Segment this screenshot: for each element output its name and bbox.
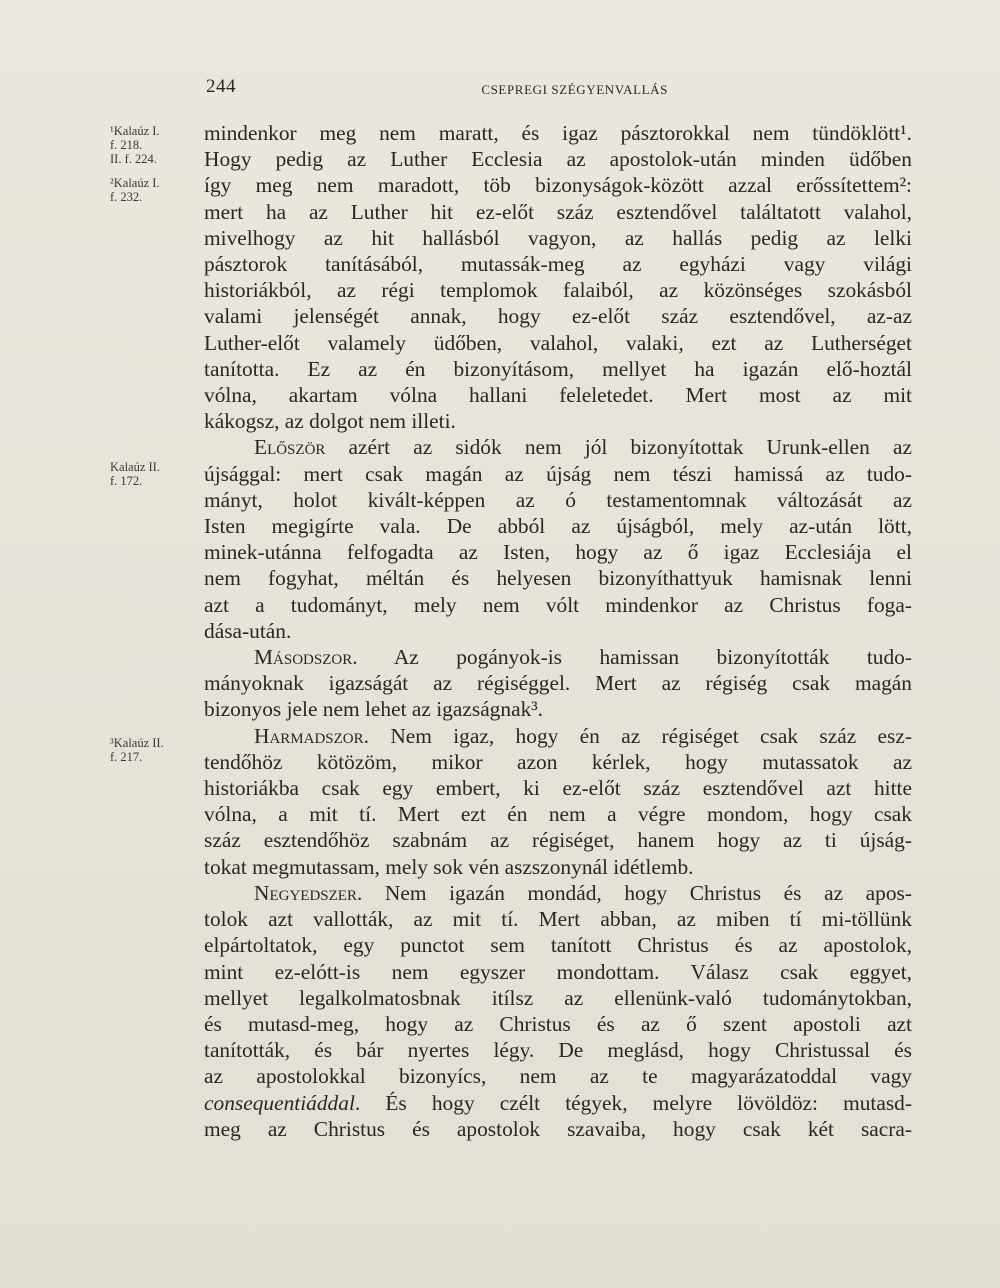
text-line: tendőhöz kötözöm, mikor azon kérlek, hogy mutassatok az: [204, 749, 912, 774]
margin-note: [110, 124, 196, 166]
margin-note-text: ²Kalaúz I. f. 232.: [110, 176, 160, 204]
text-line: vólna, akartam vólna hallani feleletedet. Mert most az mit: [204, 383, 912, 408]
text-line: consequentiáddal. És hogy czélt tégyek, melyre lövöldöz: mutasd-: [204, 1090, 912, 1115]
text-line: pásztorok tanításából, mutassák-meg az egyházi vagy világi: [204, 252, 912, 277]
italic-term: consequentiáddal: [204, 1090, 355, 1115]
margin-note-text: ³Kalaúz II. f. 217.: [110, 736, 164, 764]
margin-note: [110, 736, 196, 764]
text-line: azt a tudományt, mely nem vólt mindenkor az Christus foga-: [204, 592, 912, 617]
text-line: mányoknak igazságát az régiséggel. Mert az régiség csak magán: [204, 671, 912, 696]
paragraph-lead: Másodszor.: [254, 645, 358, 670]
paragraph: [204, 120, 912, 434]
text-line: dása-után.: [204, 618, 292, 643]
text-line: újsággal: mert csak magán az újság nem tészi hamissá az tudo-: [204, 461, 912, 486]
text-line: tolok azt vallották, az mit tí. Mert abban, az miben tí mi-töllünk: [204, 907, 912, 932]
text-line: kákogsz, az dolgot nem illeti.: [204, 409, 456, 434]
text-line: Másodszor. Az pogányok-is hamissan bizonyították tudo-: [254, 645, 912, 670]
text-line: bizonyos jele nem lehet az igazságnak³.: [204, 697, 544, 722]
text-line: historiákból, az régi templomok falaiból, az közönséges szokásból: [204, 278, 912, 303]
text-line: az apostolokkal bizonyícs, nem az te magyarázatoddal vagy: [204, 1064, 912, 1089]
text-line: Isten megigírte vala. De abból az újságból, mely az-után lött,: [204, 514, 912, 539]
text-line: tanították, és bár nyertes légy. De meglásd, hogy Christussal és: [204, 1038, 912, 1063]
text-line: nem fogyhat, méltán és helyesen bizonyíthattyuk hamisnak lenni: [204, 566, 912, 591]
paragraph: [204, 880, 912, 1142]
text-line: Negyedszer. Nem igazán mondád, hogy Christus és az apos-: [254, 880, 912, 905]
paragraph: [204, 644, 912, 723]
text-line: mányt, holot kivált-képpen az ó testamentomnak változását az: [204, 487, 912, 512]
text-line: meg az Christus és apostolok szavaiba, hogy csak két sacra-: [204, 1116, 912, 1141]
text-line: elpártoltatok, egy punctot sem tanított Christus és az apostolok,: [204, 933, 912, 958]
text-line: mindenkor meg nem maratt, és igaz pásztorokkal nem tündöklött¹.: [204, 121, 912, 145]
text-line: tanította. Ez az én bizonyításom, mellyet ha igazán elő-hoztál: [204, 356, 912, 381]
margin-note: [110, 460, 196, 488]
paragraph-lead: Először: [254, 435, 326, 460]
text-line: vólna, a mit tí. Mert ezt én nem a végre mondom, hogy csak: [204, 802, 912, 827]
paragraph: [204, 434, 912, 644]
page-number: 244: [206, 76, 236, 97]
text-line: és mutasd-meg, hogy az Christus és az ő szent apostoli azt: [204, 1011, 912, 1036]
text-line: Harmadszor. Nem igaz, hogy én az régiséget csak száz esz-: [254, 723, 912, 748]
text-line: száz esztendőhöz szabnám az régiséget, hanem hogy az ti újság-: [204, 828, 912, 853]
margin-note-text: Kalaúz II. f. 172.: [110, 460, 160, 488]
text-line: mellyet legalkolmatosbnak itílsz az ellenünk-való tudománytokban,: [204, 985, 912, 1010]
margin-note-text: ¹Kalaúz I. f. 218. II. f. 224.: [110, 124, 160, 166]
text-line: valami jelenségét annak, hogy ez-előt száz esztendővel, az-az: [204, 304, 912, 329]
margin-note: [110, 176, 196, 204]
text-line: így meg nem maradott, töb bizonyságok-között azzal erőssítettem²:: [204, 173, 912, 198]
paragraph-lead: Harmadszor.: [254, 723, 369, 748]
text-line: Hogy pedig az Luther Ecclesia az apostolok-után minden üdőben: [204, 147, 912, 172]
text-line: minek-utánna felfogadta az Isten, hogy az ő igaz Ecclesiája el: [204, 540, 912, 565]
paragraph-lead: Negyedszer.: [254, 880, 363, 905]
text-line: mert ha az Luther hit ez-előt száz esztendővel találtatott valahol,: [204, 199, 912, 224]
text-line: Először azért az sidók nem jól bizonyítottak Urunk-ellen az: [254, 435, 912, 460]
running-head: CSEPREGI SZÉGYENVALLÁS: [481, 82, 668, 97]
text-line: Luther-előt valamely üdőben, valahol, valaki, ezt az Lutherséget: [204, 330, 912, 355]
text-line: historiákba csak egy embert, ki ez-előt száz esztendővel azt hitte: [204, 776, 912, 801]
text-line: mivelhogy az hit hallásból vagyon, az hallás pedig az lelki: [204, 225, 912, 250]
text-line: tokat megmutassam, mely sok vén aszszonynál idétlemb.: [204, 854, 694, 879]
text-line: mint ez-elótt-is nem egyszer mondottam. Válasz csak eggyet,: [204, 959, 912, 984]
page-header: [206, 76, 668, 106]
body-text: [204, 120, 912, 1142]
paragraph: [204, 723, 912, 880]
